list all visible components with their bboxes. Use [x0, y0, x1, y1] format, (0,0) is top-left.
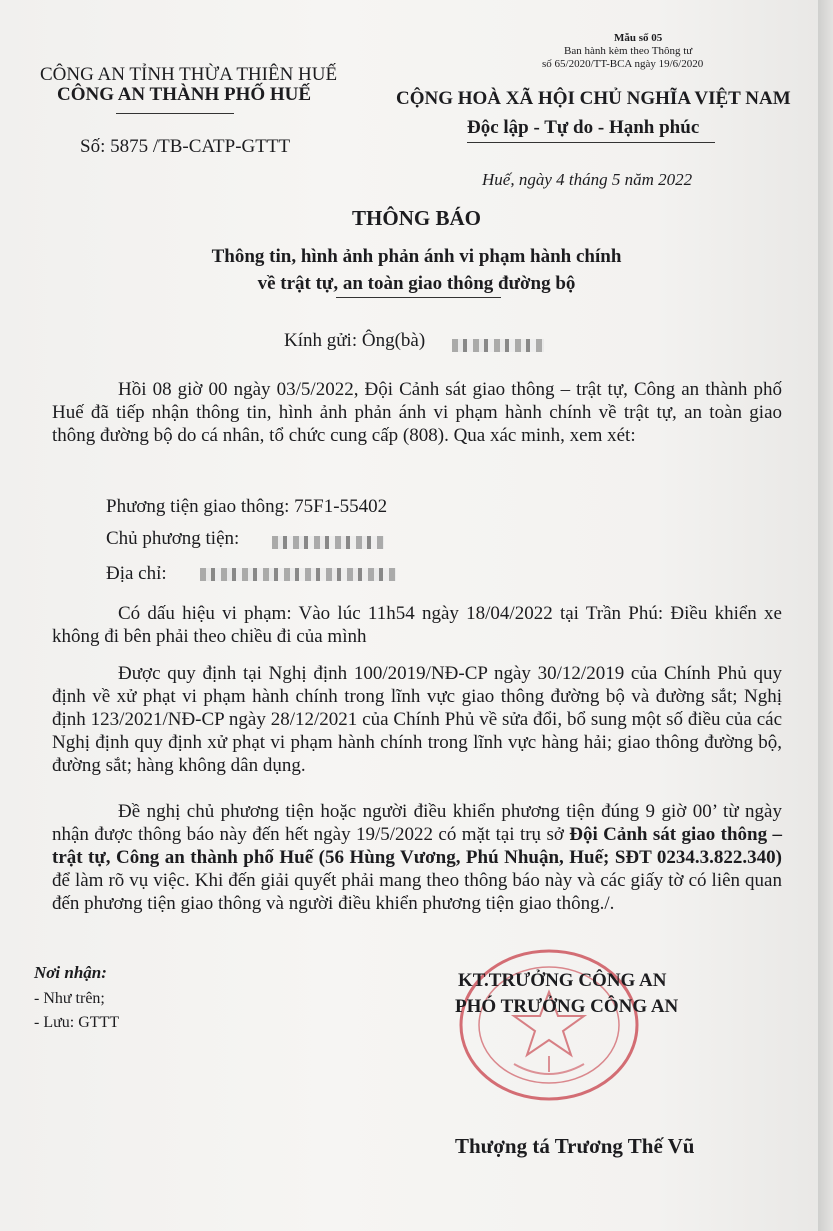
- document-title: THÔNG BÁO: [352, 206, 481, 230]
- agency-underline: [116, 113, 234, 114]
- salutation: Kính gửi: Ông(bà): [284, 330, 426, 351]
- document-subtitle-line-2: về trật tự, an toàn giao thông đường bộ: [257, 273, 576, 294]
- redacted-owner: [272, 536, 384, 549]
- document-subtitle-line-1: Thông tin, hình ảnh phản ánh vi phạm hành chính: [211, 246, 622, 267]
- request-place: Đội Cảnh sát giao thông – trật tự, Công an thành phố Huế (56 Hùng Vương, Phú Nhuận, Huế; SĐT 0234.3.822.340): [52, 824, 782, 868]
- intro-paragraph: [52, 378, 782, 447]
- national-motto: Độc lập - Tự do - Hạnh phúc: [467, 117, 700, 138]
- document-number: Số: 5875 /TB-CATP-GTTT: [80, 136, 291, 157]
- recipient-item: - Như trên;: [34, 990, 105, 1007]
- vehicle-plate: Phương tiện giao thông: 75F1-55402: [106, 496, 388, 517]
- redacted-recipient-name: [452, 339, 544, 352]
- violation-paragraph: [52, 602, 782, 648]
- address-label: Địa chỉ:: [106, 563, 167, 584]
- legal-basis-paragraph: [52, 662, 782, 777]
- form-issued-line-2: số 65/2020/TT-BCA ngày 19/6/2020: [542, 58, 704, 70]
- form-number: Mẫu số 05: [614, 32, 663, 44]
- request-text-2: để làm rõ vụ việc. Khi đến giải quyết phải mang theo thông báo này và các giấy tờ có liên quan đến phương tiện giao thông và người điều khiển phương tiện giao thông./.: [52, 870, 782, 914]
- intro-text: Hồi 08 giờ 00 ngày 03/5/2022, Đội Cảnh sát giao thông – trật tự, Công an thành phố Huế đã tiếp nhận thông tin, hình ảnh phản ánh vi phạm hành chính về trật tự, an toàn giao thông đường bộ do cá nhân, tổ chức cung cấp (808). Qua xác minh, xem xét:: [52, 379, 782, 446]
- document-date: Huế, ngày 4 tháng 5 năm 2022: [482, 170, 693, 189]
- signature-line-1: KT.TRƯỞNG CÔNG AN: [458, 970, 667, 991]
- issuing-agency: CÔNG AN THÀNH PHỐ HUẾ: [57, 84, 312, 105]
- legal-basis-text: Được quy định tại Nghị định 100/2019/NĐ-CP ngày 30/12/2019 của Chính Phủ quy định về xử phạt vi phạm hành chính trong lĩnh vực giao thông đường bộ và đường sắt; Nghị định 123/2021/NĐ-CP ngày 28/12/2021 của Chính Phủ về sửa đổi, bổ sung một số điều của các Nghị định quy định xử phạt vi phạm hành chính trong lĩnh vực hàng hải; giao thông đường bộ, đường sắt; hàng không dân dụng.: [52, 663, 782, 776]
- recipient-item: - Lưu: GTTT: [34, 1014, 120, 1031]
- page-edge: [818, 0, 833, 1231]
- motto-underline: [467, 142, 715, 143]
- signer-name: Thượng tá Trương Thế Vũ: [455, 1134, 695, 1158]
- subtitle-underline: [336, 297, 501, 298]
- request-text-1: Đề nghị chủ phương tiện hoặc người điều khiển phương tiện đúng 9 giờ 00’ từ ngày nhận được thông báo này đến hết ngày 19/5/2022 có mặt tại trụ sở: [52, 801, 782, 845]
- signature-line-2: PHÓ TRƯỞNG CÔNG AN: [455, 996, 679, 1017]
- owner-label: Chủ phương tiện:: [106, 528, 240, 549]
- recipients-title: Nơi nhận:: [34, 963, 107, 982]
- parent-agency: CÔNG AN TỈNH THỪA THIÊN HUẾ: [40, 64, 338, 85]
- nation-name: CỘNG HOÀ XÃ HỘI CHỦ NGHĨA VIỆT NAM: [396, 88, 791, 109]
- official-seal: [454, 944, 644, 1106]
- request-paragraph: [52, 800, 782, 915]
- form-issued-line-1: Ban hành kèm theo Thông tư: [564, 45, 693, 57]
- redacted-address: [200, 568, 396, 581]
- violation-text: Có dấu hiệu vi phạm: Vào lúc 11h54 ngày 18/04/2022 tại Trần Phú: Điều khiển xe không đi bên phải theo chiều đi của mình: [52, 603, 782, 647]
